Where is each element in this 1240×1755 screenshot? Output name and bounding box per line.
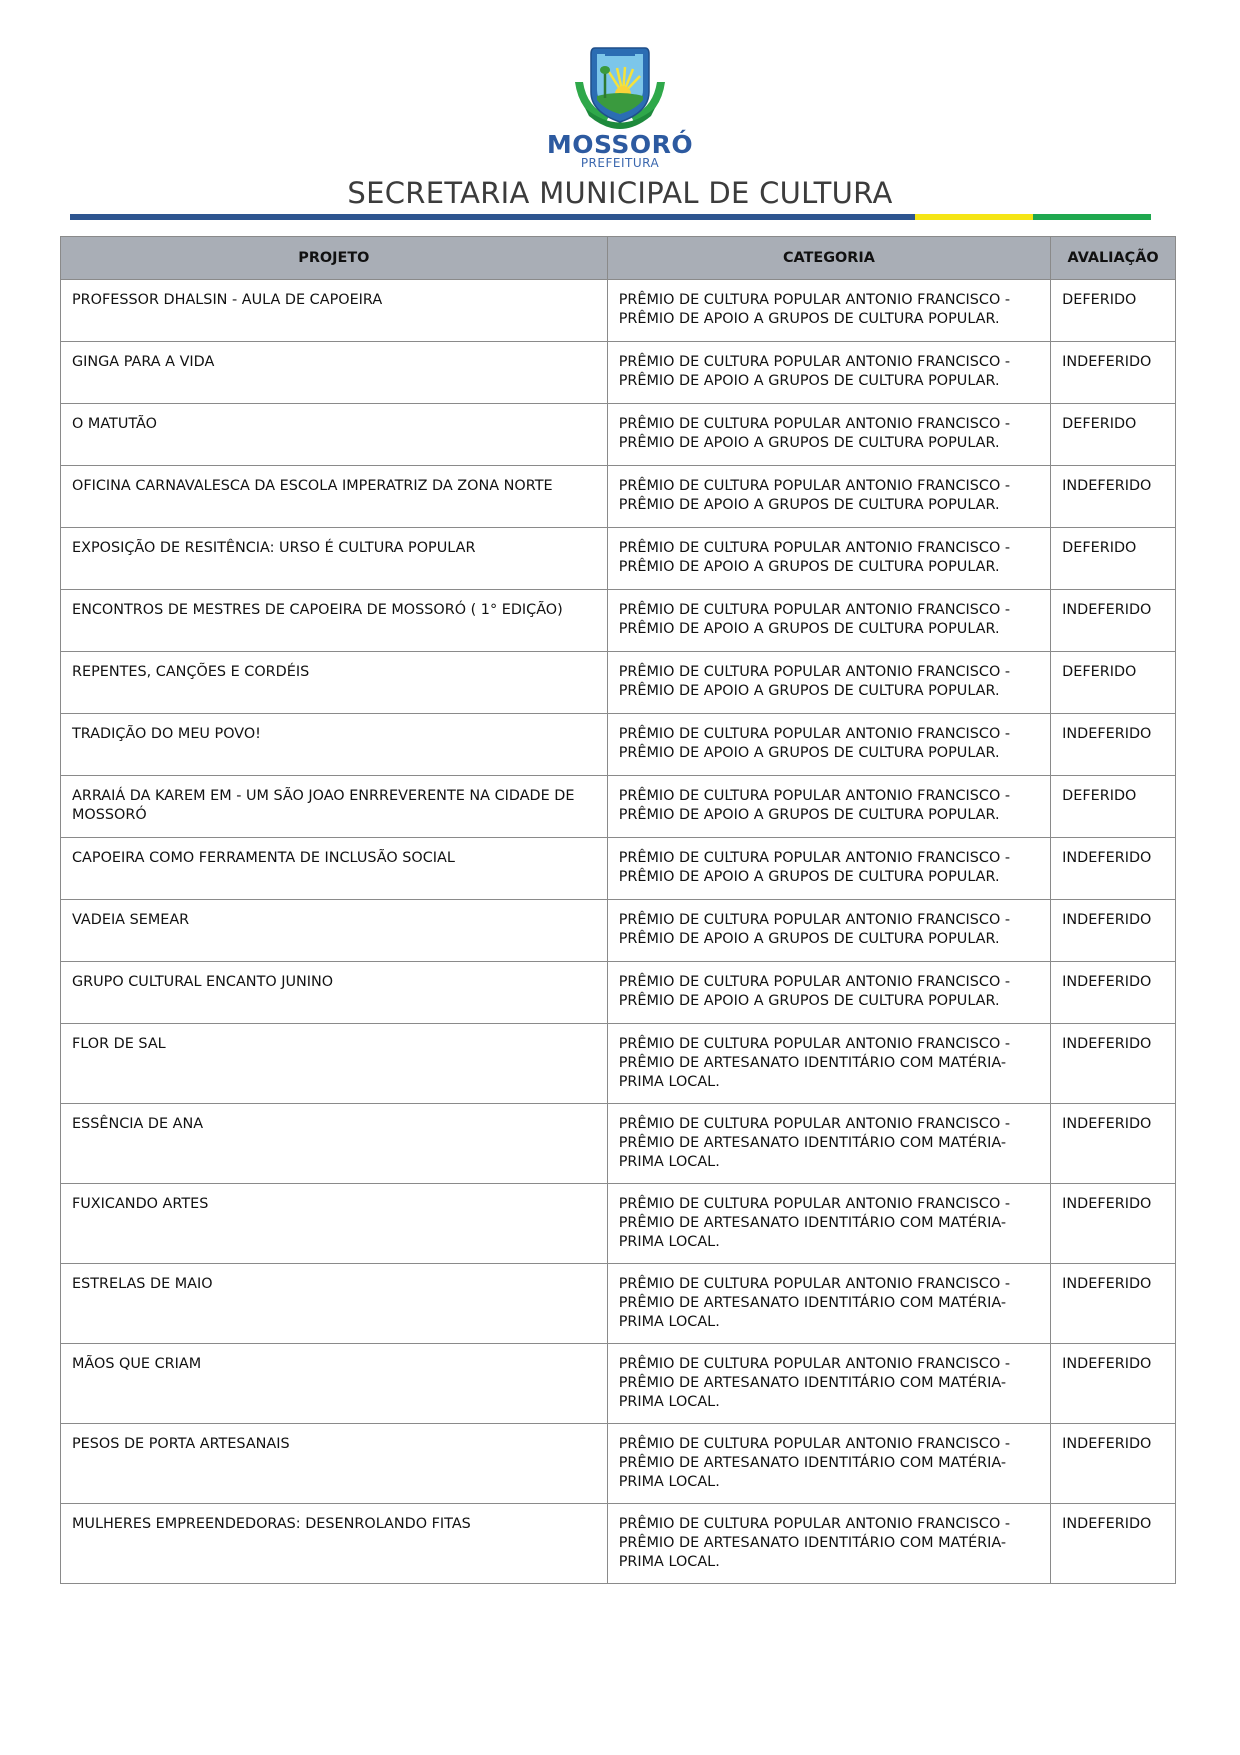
table-header-row bbox=[61, 237, 1176, 280]
table-row bbox=[61, 1504, 1176, 1584]
avaliacao-cell: INDEFERIDO bbox=[1051, 590, 1176, 652]
column-header-avaliacao: AVALIAÇÃO bbox=[1051, 237, 1176, 280]
categoria-cell: PRÊMIO DE CULTURA POPULAR ANTONIO FRANCISCO - PRÊMIO DE ARTESANATO IDENTITÁRIO COM MATÉRIA-PRIMA LOCAL. bbox=[607, 1104, 1050, 1184]
avaliacao-cell: INDEFERIDO bbox=[1051, 900, 1176, 962]
table-row bbox=[61, 1184, 1176, 1264]
avaliacao-cell: DEFERIDO bbox=[1051, 404, 1176, 466]
table-row bbox=[61, 1424, 1176, 1504]
categoria-cell: PRÊMIO DE CULTURA POPULAR ANTONIO FRANCISCO - PRÊMIO DE ARTESANATO IDENTITÁRIO COM MATÉRIA-PRIMA LOCAL. bbox=[607, 1264, 1050, 1344]
avaliacao-cell: DEFERIDO bbox=[1051, 776, 1176, 838]
avaliacao-cell: INDEFERIDO bbox=[1051, 1184, 1176, 1264]
projeto-cell: O MATUTÃO bbox=[61, 404, 608, 466]
projeto-cell: VADEIA SEMEAR bbox=[61, 900, 608, 962]
municipal-coat-of-arms-icon bbox=[565, 42, 675, 134]
projeto-cell: EXPOSIÇÃO DE RESITÊNCIA: URSO É CULTURA POPULAR bbox=[61, 528, 608, 590]
categoria-cell: PRÊMIO DE CULTURA POPULAR ANTONIO FRANCISCO - PRÊMIO DE APOIO A GRUPOS DE CULTURA POPULAR. bbox=[607, 342, 1050, 404]
avaliacao-cell: INDEFERIDO bbox=[1051, 962, 1176, 1024]
projeto-cell: ARRAIÁ DA KAREM EM - UM SÃO JOAO ENRREVERENTE NA CIDADE DE MOSSORÓ bbox=[61, 776, 608, 838]
categoria-cell: PRÊMIO DE CULTURA POPULAR ANTONIO FRANCISCO - PRÊMIO DE APOIO A GRUPOS DE CULTURA POPULAR. bbox=[607, 590, 1050, 652]
avaliacao-cell: INDEFERIDO bbox=[1051, 1024, 1176, 1104]
table-row bbox=[61, 590, 1176, 652]
results-table bbox=[60, 236, 1176, 1584]
table-row bbox=[61, 900, 1176, 962]
projeto-cell: GINGA PARA A VIDA bbox=[61, 342, 608, 404]
categoria-cell: PRÊMIO DE CULTURA POPULAR ANTONIO FRANCISCO - PRÊMIO DE ARTESANATO IDENTITÁRIO COM MATÉRIA-PRIMA LOCAL. bbox=[607, 1504, 1050, 1584]
projeto-cell: TRADIÇÃO DO MEU POVO! bbox=[61, 714, 608, 776]
avaliacao-cell: INDEFERIDO bbox=[1051, 342, 1176, 404]
table-row bbox=[61, 1104, 1176, 1184]
avaliacao-cell: INDEFERIDO bbox=[1051, 838, 1176, 900]
document-header bbox=[0, 0, 1240, 225]
categoria-cell: PRÊMIO DE CULTURA POPULAR ANTONIO FRANCISCO - PRÊMIO DE APOIO A GRUPOS DE CULTURA POPULAR. bbox=[607, 528, 1050, 590]
header-band-green bbox=[1033, 214, 1151, 220]
projeto-cell: ENCONTROS DE MESTRES DE CAPOEIRA DE MOSSORÓ ( 1° EDIÇÃO) bbox=[61, 590, 608, 652]
categoria-cell: PRÊMIO DE CULTURA POPULAR ANTONIO FRANCISCO - PRÊMIO DE ARTESANATO IDENTITÁRIO COM MATÉRIA-PRIMA LOCAL. bbox=[607, 1424, 1050, 1504]
avaliacao-cell: DEFERIDO bbox=[1051, 280, 1176, 342]
table-row bbox=[61, 342, 1176, 404]
categoria-cell: PRÊMIO DE CULTURA POPULAR ANTONIO FRANCISCO - PRÊMIO DE APOIO A GRUPOS DE CULTURA POPULAR. bbox=[607, 838, 1050, 900]
column-header-projeto: PROJETO bbox=[61, 237, 608, 280]
avaliacao-cell: INDEFERIDO bbox=[1051, 1264, 1176, 1344]
avaliacao-cell: INDEFERIDO bbox=[1051, 1424, 1176, 1504]
categoria-cell: PRÊMIO DE CULTURA POPULAR ANTONIO FRANCISCO - PRÊMIO DE ARTESANATO IDENTITÁRIO COM MATÉRIA-PRIMA LOCAL. bbox=[607, 1184, 1050, 1264]
projeto-cell: FLOR DE SAL bbox=[61, 1024, 608, 1104]
categoria-cell: PRÊMIO DE CULTURA POPULAR ANTONIO FRANCISCO - PRÊMIO DE APOIO A GRUPOS DE CULTURA POPULAR. bbox=[607, 962, 1050, 1024]
avaliacao-cell: INDEFERIDO bbox=[1051, 1344, 1176, 1424]
projeto-cell: ESSÊNCIA DE ANA bbox=[61, 1104, 608, 1184]
table-row bbox=[61, 466, 1176, 528]
projeto-cell: PROFESSOR DHALSIN - AULA DE CAPOEIRA bbox=[61, 280, 608, 342]
projeto-cell: PESOS DE PORTA ARTESANAIS bbox=[61, 1424, 608, 1504]
table-row bbox=[61, 652, 1176, 714]
projeto-cell: MÃOS QUE CRIAM bbox=[61, 1344, 608, 1424]
categoria-cell: PRÊMIO DE CULTURA POPULAR ANTONIO FRANCISCO - PRÊMIO DE APOIO A GRUPOS DE CULTURA POPULAR. bbox=[607, 652, 1050, 714]
avaliacao-cell: DEFERIDO bbox=[1051, 528, 1176, 590]
table-row bbox=[61, 714, 1176, 776]
projeto-cell: CAPOEIRA COMO FERRAMENTA DE INCLUSÃO SOCIAL bbox=[61, 838, 608, 900]
projeto-cell: OFICINA CARNAVALESCA DA ESCOLA IMPERATRIZ DA ZONA NORTE bbox=[61, 466, 608, 528]
department-title: SECRETARIA MUNICIPAL DE CULTURA bbox=[347, 176, 893, 210]
categoria-cell: PRÊMIO DE CULTURA POPULAR ANTONIO FRANCISCO - PRÊMIO DE APOIO A GRUPOS DE CULTURA POPULAR. bbox=[607, 776, 1050, 838]
header-band-yellow bbox=[915, 214, 1033, 220]
table-row bbox=[61, 1264, 1176, 1344]
categoria-cell: PRÊMIO DE CULTURA POPULAR ANTONIO FRANCISCO - PRÊMIO DE APOIO A GRUPOS DE CULTURA POPULAR. bbox=[607, 714, 1050, 776]
avaliacao-cell: INDEFERIDO bbox=[1051, 466, 1176, 528]
projeto-cell: ESTRELAS DE MAIO bbox=[61, 1264, 608, 1344]
categoria-cell: PRÊMIO DE CULTURA POPULAR ANTONIO FRANCISCO - PRÊMIO DE APOIO A GRUPOS DE CULTURA POPULAR. bbox=[607, 900, 1050, 962]
table-row bbox=[61, 528, 1176, 590]
categoria-cell: PRÊMIO DE CULTURA POPULAR ANTONIO FRANCISCO - PRÊMIO DE APOIO A GRUPOS DE CULTURA POPULAR. bbox=[607, 280, 1050, 342]
avaliacao-cell: INDEFERIDO bbox=[1051, 1504, 1176, 1584]
header-band-blue bbox=[70, 214, 915, 220]
avaliacao-cell: INDEFERIDO bbox=[1051, 714, 1176, 776]
projeto-cell: GRUPO CULTURAL ENCANTO JUNINO bbox=[61, 962, 608, 1024]
brand-subtitle: PREFEITURA bbox=[580, 156, 660, 170]
table-row bbox=[61, 1344, 1176, 1424]
table-row bbox=[61, 962, 1176, 1024]
projeto-cell: MULHERES EMPREENDEDORAS: DESENROLANDO FITAS bbox=[61, 1504, 608, 1584]
projeto-cell: FUXICANDO ARTES bbox=[61, 1184, 608, 1264]
table-row bbox=[61, 838, 1176, 900]
categoria-cell: PRÊMIO DE CULTURA POPULAR ANTONIO FRANCISCO - PRÊMIO DE APOIO A GRUPOS DE CULTURA POPULAR. bbox=[607, 404, 1050, 466]
avaliacao-cell: DEFERIDO bbox=[1051, 652, 1176, 714]
categoria-cell: PRÊMIO DE CULTURA POPULAR ANTONIO FRANCISCO - PRÊMIO DE ARTESANATO IDENTITÁRIO COM MATÉRIA-PRIMA LOCAL. bbox=[607, 1344, 1050, 1424]
categoria-cell: PRÊMIO DE CULTURA POPULAR ANTONIO FRANCISCO - PRÊMIO DE APOIO A GRUPOS DE CULTURA POPULAR. bbox=[607, 466, 1050, 528]
table-row bbox=[61, 1024, 1176, 1104]
table-row bbox=[61, 280, 1176, 342]
table-row bbox=[61, 404, 1176, 466]
brand-name: MOSSORÓ bbox=[546, 130, 694, 159]
categoria-cell: PRÊMIO DE CULTURA POPULAR ANTONIO FRANCISCO - PRÊMIO DE ARTESANATO IDENTITÁRIO COM MATÉRIA-PRIMA LOCAL. bbox=[607, 1024, 1050, 1104]
projeto-cell: REPENTES, CANÇÕES E CORDÉIS bbox=[61, 652, 608, 714]
column-header-categoria: CATEGORIA bbox=[607, 237, 1050, 280]
table-row bbox=[61, 776, 1176, 838]
avaliacao-cell: INDEFERIDO bbox=[1051, 1104, 1176, 1184]
